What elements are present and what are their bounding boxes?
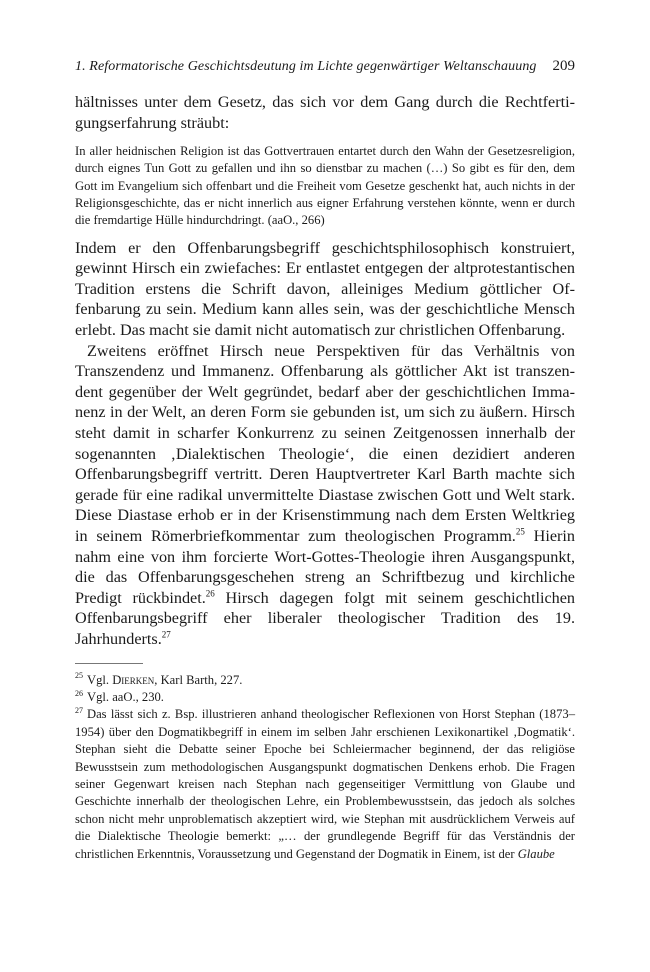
- footnote-text: , Karl Barth, 227.: [154, 672, 243, 687]
- footnote-emphasis: Glaube: [517, 846, 555, 861]
- footnote-number: 26: [75, 688, 83, 698]
- footnote-number: 25: [75, 671, 83, 681]
- footnote-ref[interactable]: 25: [515, 526, 525, 537]
- footnote-text: Vgl. aaO., 230.: [87, 689, 164, 704]
- running-head: [75, 58, 575, 84]
- footnote-text: Vgl.: [87, 672, 113, 687]
- footnote-27: [75, 706, 575, 863]
- paragraph-text: Zweitens eröffnet Hirsch neue Perspektiven für das Verhältnis von Transzendenz und Immanenz. Offenbarung als göttlicher Akt ist transzendent gegenüber der Welt gegründet, bedarf aber der geschichtlichen Immanenz in der Welt, an deren Form sie gebunden ist, um sich zu äußern. Hirsch steht damit in scharfer Konkurrenz zu seinen Zeitgenossen innerhalb der sogenannten ‚Dialektischen Theologie‘, die einen dezidiert anderen Offenbarungsbegriff vertritt. Deren Hauptvertreter Karl Barth machte sich gerade für eine radikal unvermittelte Diastase zwischen Gott und Welt stark. Diese Diastase erhob er in der Krisenstimmung nach dem Ersten Weltkrieg in seinem Römerbriefkommentar zum theologischen Programm.: [75, 341, 575, 545]
- footnote-25: [75, 672, 575, 689]
- footnote-26: [75, 689, 575, 706]
- block-quote: In aller heidnischen Religion ist das Gottvertrauen entartet durch den Wahn der Gesetzesreligion, durch eignes Tun Gott zu gefallen und ihn so dienstbar zu machen (…) So gibt es für den, dem Gott im Evangelium sich offenbart und die Freiheit vom Gesetze geschenkt hat, auch nichts in der Religionsgeschichte, das er nicht innerlich aus eigner Erfahrung verstehen könnte, wenn er durch die fremdartige Hülle hindurchdringt. (aaO., 266): [75, 144, 575, 228]
- book-page: [75, 58, 575, 863]
- footnotes: [75, 672, 575, 863]
- footnote-ref[interactable]: 26: [205, 588, 215, 599]
- footnote-text: Das lässt sich z. Bsp. illustrieren anhand theologischer Reflexionen von Horst Stephan (1873–1954) über den Dogmatikbegriff in einem im selben Jahr erschienen Lexikonartikel ‚Dogmatik‘. Stephan sieht die Debatte seiner Epoche bei Schleiermacher beginnend, der das religiöse Bewusstsein zum methodologischen Ausgangspunkt dogmatischen Denkens erhob. Die Fragen seiner Gegenwart kreisen nach Stephan nach gegenseitiger Vermittlung von Glaube und Geschichte innerhalb der theologischen Lehre, ein Problembewusstsein, das jedoch als solches schon nicht mehr unproblematisch akzeptiert wird, wie Stephan mit ausdrücklichem Verweis auf die Dialektische Theologie bemerkt: „… der grundlegende Begriff für das Verständnis der christlichen Erkenntnis, Voraussetzung und Gegenstand der Dogmatik in Einem, ist der: [75, 707, 575, 861]
- footnote-author: Dierken: [112, 672, 155, 687]
- paragraph-transzendenz: [75, 341, 575, 650]
- running-head-title: 1. Reformatorische Geschichtsdeutung im Lichte gegenwärtiger Weltanschauung: [75, 59, 537, 74]
- continuation-paragraph: hältnisses unter dem Gesetz, das sich vor dem Gang durch die Rechtfertigungserfahrung sträubt:: [75, 93, 575, 132]
- footnote-divider: [75, 663, 143, 664]
- paragraph-offenbarungsbegriff: Indem er den Offenbarungsbegriff geschichtsphilosophisch konstruiert, gewinnt Hirsch ein zwiefaches: Er entlastet entgegen der altprotestantischen Tradition erstens die Schrift davon, alleiniges Medium göttlicher Offenbarung zu sein. Medium kann alles sein, was der geschichtliche Mensch erlebt. Das macht sie damit nicht automatisch zur christlichen Offenbarung.: [75, 238, 575, 340]
- page-number: 209: [552, 58, 575, 74]
- paragraph-text: Hierin nahm eine von ihm forcierte Wort-Gottes-Theologie ihren Ausgangspunkt, die das Offenbarungsgeschehen streng an Schriftbezug und kirchliche Predigt rückbindet.: [75, 526, 575, 607]
- footnote-number: 27: [75, 706, 83, 716]
- paragraph-text: Hirsch dagegen folgt mit seinem geschichtlichen Offenbarungsbegriff eher liberaler theologischer Tradition des 19. Jahrhunderts.: [75, 588, 576, 648]
- footnote-ref[interactable]: 27: [161, 629, 171, 640]
